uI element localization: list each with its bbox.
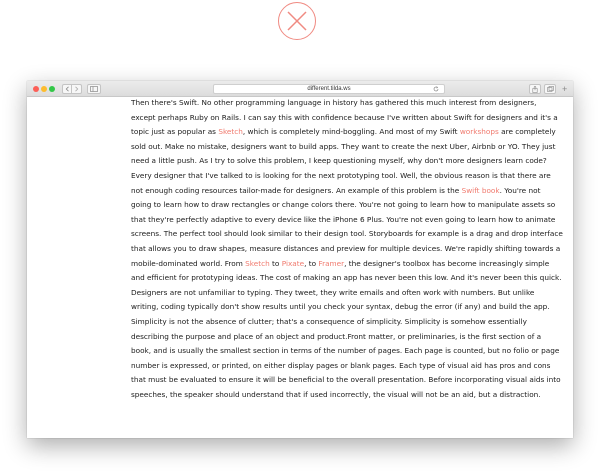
article-text-segment: , the designer's toolbox has become increasingly simple and efficient for prototyping ideas. The cost of making an app has never been this low. And it's never been this quick. Designers are not unfamiliar to typing. They tweet, they write emails and often work with numbers. But unlike writing, coding typically don't show results until you check your syntax, debug the error (if any) and build the app. Simplicity is not the absence of clutter; that's a consequence of simplicity. Simplicity is somehow essentially describing the purpose and place of an object and product.Front matter, or preliminaries, is the first section of a book, and is usually the smallest section in terms of the number of pages. Each page is counted, but no folio or page number is expressed, or printed, on either display pages or blank pages. Each type of visual aid has pros and cons that must be evaluated to ensure it will be beneficial to the overall presentation. Before incorporating visual aids into speeches, the speaker should understand that if used incorrectly, the visual will not be an aid, but a distraction. xyxy=(131,258,562,399)
window-close-button[interactable] xyxy=(33,86,39,92)
back-button[interactable] xyxy=(62,84,72,94)
article-text-segment: are completely sold out. Make no mistake, designers want to build apps. They want to create the next Uber, Airbnb or YO. They just need a little push. As I try to solve this problem, I keep questioning myself, why don't more designers learn code? Every designer that I've talked to is looking for the next prototyping tool. Well, the obvious reason is that there are not enough coding resources tailor-made for designers. An example of this problem is the xyxy=(131,127,556,195)
share-button[interactable] xyxy=(529,84,541,94)
page-content xyxy=(131,97,563,438)
chevron-right-icon xyxy=(74,86,79,92)
article-text-segment: , which is completely mind-boggling. And most of my Swift xyxy=(242,127,460,137)
article-text-segment: . You're not going to learn how to draw rectangles or change colors there. You're not going to learn how to manipulate assets so that they're perfectly adaptive to every device like the iPhone 6 Plus. You're not even going to learn how to animate screens. The perfect tool should look similar to their design tool. Storyboards for example is a drag and drop interface that allows you to draw shapes, measure distances and preview for multiple devices. We're rapidly shifting towards a mobile-dominated world. From xyxy=(131,185,563,268)
article-text-segment: , to xyxy=(304,258,319,268)
close-icon[interactable] xyxy=(278,2,316,40)
article-link[interactable]: Framer xyxy=(318,258,345,268)
share-icon xyxy=(532,86,538,93)
address-url: different.tilda.ws xyxy=(307,86,351,92)
article-text-segment: to xyxy=(269,258,282,268)
sidebar-icon xyxy=(90,86,98,92)
forward-button[interactable] xyxy=(72,84,82,94)
reload-icon xyxy=(433,86,439,92)
article-link[interactable]: Swift book xyxy=(461,185,500,195)
article-text-segment: Then there's Swift. No other programming language in history has gathered this much interest from designers, except perhaps Ruby on Rails. I can say this with confidence because I've written about Swift for designers and it's a topic just as popular as xyxy=(131,98,558,137)
article-link[interactable]: workshops xyxy=(459,127,499,137)
article-link[interactable]: Sketch xyxy=(245,258,270,268)
reload-button[interactable] xyxy=(431,84,441,94)
chevron-left-icon xyxy=(65,86,70,92)
window-zoom-button[interactable] xyxy=(49,86,55,92)
tabs-overview-button[interactable] xyxy=(544,84,556,94)
article-text xyxy=(131,97,563,402)
tabs-icon xyxy=(547,86,554,92)
window-minimize-button[interactable] xyxy=(41,86,47,92)
browser-toolbar xyxy=(27,81,573,97)
browser-window xyxy=(27,81,573,438)
address-bar[interactable] xyxy=(213,84,445,94)
sidebar-button[interactable] xyxy=(87,84,101,94)
article-link[interactable]: Sketch xyxy=(218,127,243,137)
new-tab-plus-icon[interactable]: + xyxy=(562,84,568,94)
article-link[interactable]: Pixate xyxy=(281,258,305,268)
